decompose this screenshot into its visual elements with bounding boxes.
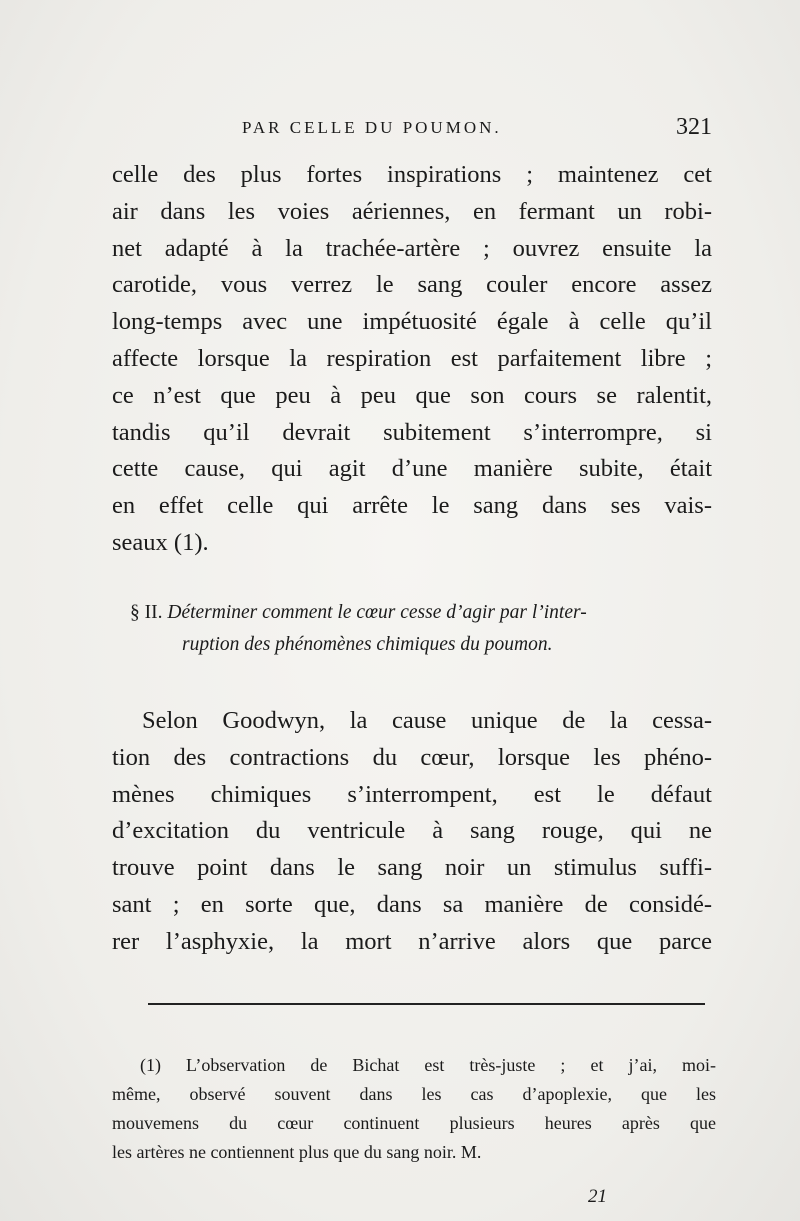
paragraph-1	[112, 157, 712, 562]
text-line: trouve point dans le sang noir un stimulus suffi-	[112, 854, 712, 882]
text-line: net adapté à la trachée-artère ; ouvrez ensuite la	[112, 234, 712, 262]
footnote-line: mouvemens du cœur continuent plusieurs heures après que	[112, 1113, 716, 1133]
text-line: rer l’asphyxie, la mort n’arrive alors que parce	[112, 927, 712, 955]
text-line: Selon Goodwyn, la cause unique de la cessa-	[142, 707, 712, 734]
text-line: long-temps avec une impétuosité égale à celle qu’il	[112, 308, 712, 336]
footnote-divider	[148, 1003, 705, 1005]
section-heading	[130, 597, 740, 661]
text-line: affecte lorsque la respiration est parfaitement libre ;	[112, 344, 712, 372]
text-line: d’excitation du ventricule à sang rouge, qui ne	[112, 817, 712, 845]
text-line: air dans les voies aériennes, en fermant un robi-	[112, 197, 712, 225]
signature-mark: 21	[588, 1186, 607, 1207]
section-symbol: § II.	[130, 602, 163, 623]
text-line: tion des contractions du cœur, lorsque les phéno-	[112, 743, 712, 771]
running-head: PAR CELLE DU POUMON.	[242, 118, 502, 137]
footnote	[112, 1051, 716, 1167]
text-line: celle des plus fortes inspirations ; maintenez cet	[112, 161, 712, 188]
text-line: seaux (1).	[112, 528, 209, 556]
text-line: ce n’est que peu à peu que son cours se ralentit,	[112, 381, 712, 409]
text-line: tandis qu’il devrait subitement s’interrompre, si	[112, 418, 712, 446]
text-line: cette cause, qui agit d’une manière subite, était	[112, 455, 712, 483]
section-heading-line-2: ruption des phénomènes chimiques du poumon.	[182, 634, 553, 655]
page-header	[112, 114, 712, 142]
footnote-line: les artères ne contiennent plus que du sang noir. M.	[112, 1142, 482, 1162]
paragraph-2	[112, 703, 712, 961]
text-line: sant ; en sorte que, dans sa manière de considé-	[112, 890, 712, 918]
page-number: 321	[676, 114, 712, 140]
section-title-text-1: Déterminer comment le cœur cesse d’agir par l’inter-	[167, 602, 587, 623]
text-line: en effet celle qui arrête le sang dans ses vais-	[112, 492, 712, 520]
footnote-line: même, observé souvent dans les cas d’apoplexie, que les	[112, 1084, 716, 1104]
text-line: carotide, vous verrez le sang couler encore assez	[112, 271, 712, 299]
footnote-line: (1) L’observation de Bichat est très-juste ; et j’ai, moi-	[140, 1055, 716, 1075]
section-heading-line-1	[130, 597, 740, 629]
text-line: mènes chimiques s’interrompent, est le défaut	[112, 780, 712, 808]
